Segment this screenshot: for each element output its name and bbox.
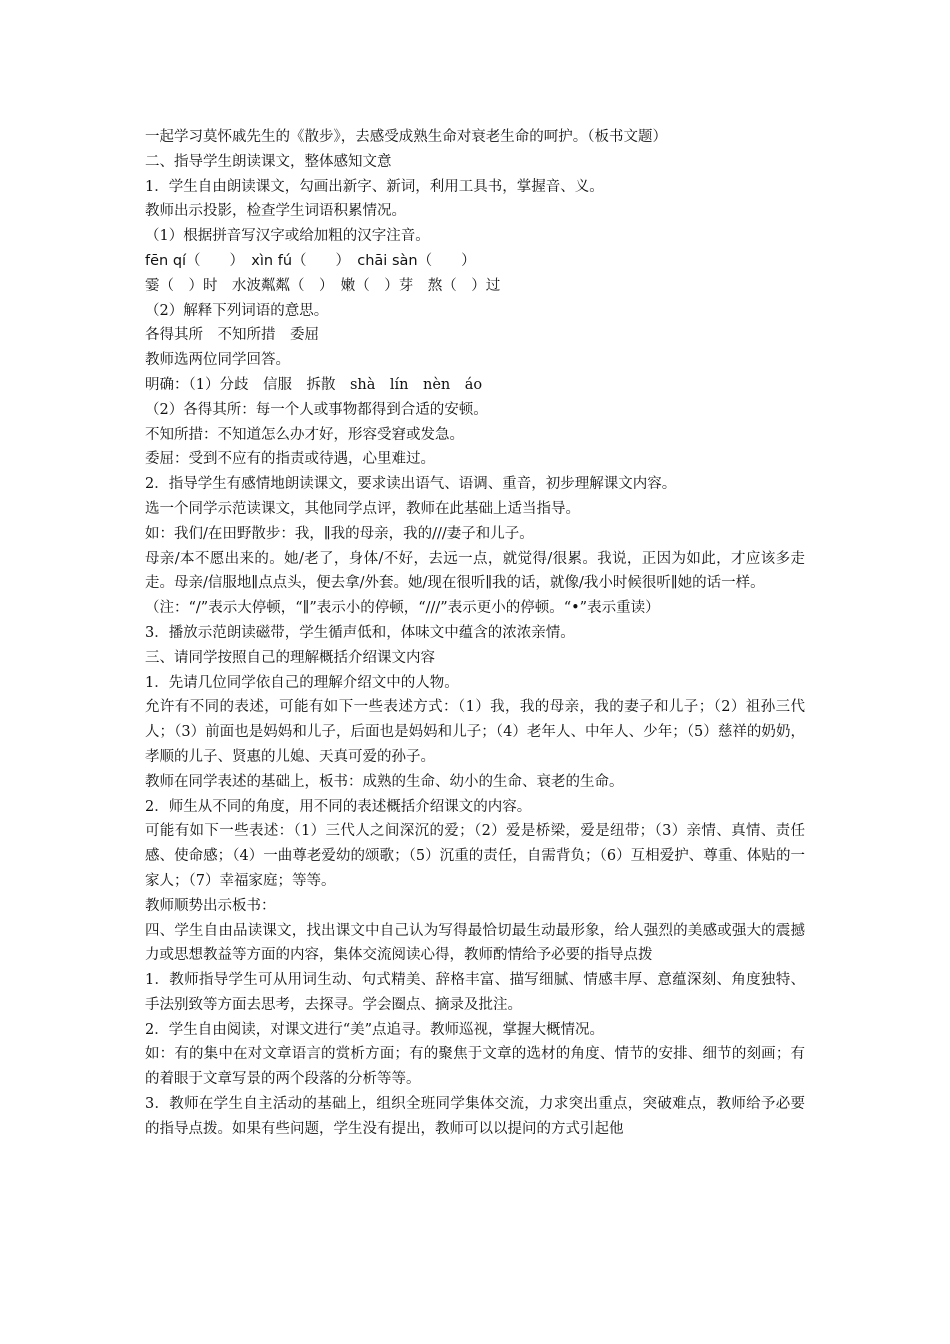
paragraph: 3．教师在学生自主活动的基础上，组织全班同学集体交流，力求突出重点，突破难点，教师给予必要的指导点拨。如果有些问题，学生没有提出，教师可以以提问的方式引起他 bbox=[145, 1096, 805, 1137]
vocabulary-list: 各得其所 不知所措 委屈 bbox=[145, 327, 319, 344]
text-line: 2．师生从不同的角度，用不同的表述概括介绍课文的内容。 bbox=[145, 798, 532, 815]
document-page bbox=[145, 125, 805, 1142]
text-line: 教师顺势出示板书： bbox=[145, 897, 276, 914]
text-line: （1）根据拼音写汉字或给加粗的汉字注音。 bbox=[145, 228, 430, 245]
pinyin-exercise: fēn qí（ ） xìn fú（ ） chāi sàn（ ） bbox=[145, 252, 476, 269]
text-line: 1．先请几位同学依自己的理解介绍文中的人物。 bbox=[145, 674, 459, 691]
answer-line: 明确：（1）分歧 信服 拆散 shà lín nèn áo bbox=[145, 376, 483, 393]
definition-line: （2）各得其所：每一个人或事物都得到合适的安顿。 bbox=[145, 401, 488, 418]
text-line: 2．学生自由阅读，对课文进行“美”点追寻。教师巡视，掌握大概情况。 bbox=[145, 1021, 605, 1038]
text-line: 教师出示投影，检查学生词语积累情况。 bbox=[145, 203, 406, 220]
section-heading: 二、指导学生朗读课文，整体感知文意 bbox=[145, 153, 392, 170]
text-line: 3．播放示范朗读磁带，学生循声低和，体味文中蕴含的浓浓亲情。 bbox=[145, 624, 575, 641]
section-heading: 三、请同学按照自己的理解概括介绍课文内容 bbox=[145, 649, 435, 666]
text-line: 选一个同学示范读课文，其他同学点评，教师在此基础上适当指导。 bbox=[145, 500, 580, 517]
paragraph: 如：有的集中在对文章语言的赏析方面；有的聚焦于文章的选材的角度、情节的安排、细节的刻画；有的着眼于文章写景的两个段落的分析等等。 bbox=[145, 1046, 805, 1088]
notation-note: （注：“/”表示大停顿，“∥”表示小的停顿，“///”表示更小的停顿。“•”表示重读） bbox=[145, 600, 660, 617]
definition-line: 委屈：受到不应有的指责或待遇，心里难过。 bbox=[145, 451, 435, 468]
text-line: 1．学生自由朗读课文，勾画出新字、新词，利用工具书，掌握音、义。 bbox=[145, 178, 604, 195]
reading-example: 如：我们/在田野散步：我，∥我的母亲，我的///妻子和儿子。 bbox=[145, 525, 534, 542]
reading-passage: 母亲/本不愿出来的。她/老了，身体/不好，去远一点，就觉得/很累。我说，正因为如此，才应该多走走。母亲/信服地∥点点头，便去拿/外套。她/现在很听∥我的话，就像/我小时候很听∥她的话一样。 bbox=[145, 550, 805, 592]
hanzi-exercise: 霎（ ）时 水波粼粼（ ） 嫩（ ）芽 熬（ ）过 bbox=[145, 277, 501, 294]
text-line: 一起学习莫怀戚先生的《散步》，去感受成熟生命对衰老生命的呵护。（板书文题） bbox=[145, 129, 667, 145]
section-heading: 四、学生自由品读课文，找出课文中自己认为写得最恰切最生动最形象，给人强烈的美感或强大的震撼力或思想教益等方面的内容，集体交流阅读心得，教师酌情给予必要的指导点拨 bbox=[145, 922, 805, 964]
text-line: 教师选两位同学回答。 bbox=[145, 352, 290, 369]
text-line: 教师在同学表述的基础上，板书：成熟的生命、幼小的生命、衰老的生命。 bbox=[145, 773, 624, 790]
text-line: 2．指导学生有感情地朗读课文，要求读出语气、语调、重音，初步理解课文内容。 bbox=[145, 476, 677, 493]
paragraph: 可能有如下一些表述：（1）三代人之间深沉的爱；（2）爱是桥梁，爱是纽带；（3）亲情、真情、责任感、使命感；（4）一曲尊老爱幼的颂歌；（5）沉重的责任，自需背负；（6）互相爱护、尊重、体贴的一家人；（7）幸福家庭；等等。 bbox=[145, 823, 805, 889]
paragraph: 允许有不同的表述，可能有如下一些表述方式：（1）我，我的母亲，我的妻子和儿子；（2）祖孙三代人；（3）前面也是妈妈和儿子，后面也是妈妈和儿子；（4）老年人、中年人、少年；（5）慈祥的奶奶，孝顺的儿子、贤惠的儿媳、天真可爱的孙子。 bbox=[145, 699, 805, 765]
text-line: （2）解释下列词语的意思。 bbox=[145, 302, 329, 319]
paragraph: 1．教师指导学生可从用词生动、句式精美、辞格丰富、描写细腻、情感丰厚、意蕴深刻、角度独特、手法别致等方面去思考，去探寻。学会圈点、摘录及批注。 bbox=[145, 972, 805, 1013]
definition-line: 不知所措：不知道怎么办才好，形容受窘或发急。 bbox=[145, 426, 464, 443]
